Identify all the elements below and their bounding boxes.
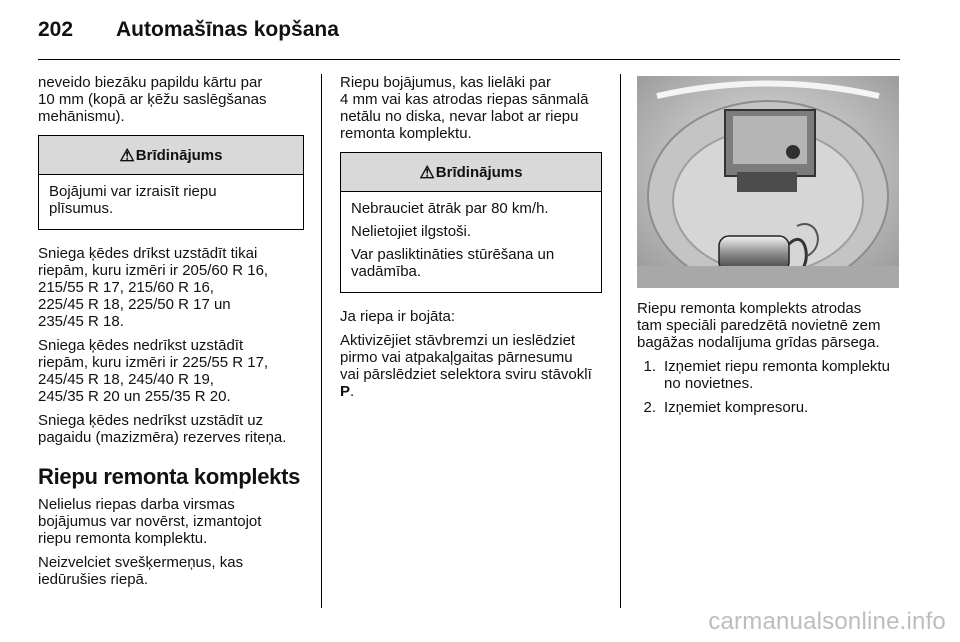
kit-paragraph-2: Neizvelciet svešķermeņus, kas iedūrušies riepā. [38, 554, 244, 588]
chains-spare-paragraph: Sniega ķēdes nedrīkst uzstādīt uz pagaidu (mazizmēra) rezerves riteņa. [38, 412, 287, 446]
watermark: carmanualsonline.info [708, 608, 946, 635]
chains-allowed-paragraph: Sniega ķēdes drīkst uzstādīt tikai riepām, kuru izmēri ir 205/60 R 16, 215/55 R 17, 215/60 R 16, 225/45 R 18, 225/50 R 17 un 235/45 R 18. [38, 245, 269, 330]
page-number: 202 [38, 18, 74, 41]
step-number: 1. [643, 358, 656, 375]
warning-title: Brīdinājums [135, 146, 223, 164]
warning-box [340, 152, 602, 293]
warning-body [341, 192, 601, 292]
warning-line: Nebrauciet ātrāk par 80 km/h. [351, 200, 549, 217]
chapter-title: Automašīnas kopšana [116, 18, 339, 41]
warning-header [341, 153, 601, 192]
if-damaged-paragraph: Ja riepa ir bojāta: [340, 308, 456, 325]
step-text: Izņemiet riepu remonta komplektu no novietnes. [664, 358, 890, 392]
parking-instruction-paragraph [340, 332, 602, 400]
column-2 [340, 74, 602, 407]
header-rule [38, 59, 900, 60]
list-item [637, 399, 902, 416]
column-3 [637, 300, 902, 423]
warning-body [39, 175, 303, 229]
warning-header [39, 136, 303, 175]
sentence-end: . [350, 383, 355, 400]
section-heading: Riepu remonta komplekts [38, 464, 301, 489]
repair-kit-illustration [637, 76, 899, 288]
page-header [38, 18, 900, 58]
steps-list [637, 358, 902, 416]
warning-triangle-icon: ⚠ [119, 145, 135, 165]
gear-position-p: P [340, 383, 351, 400]
warning-line: Nelietojiet ilgstoši. [351, 223, 472, 240]
column-divider-2 [620, 74, 621, 608]
column-1 [38, 74, 304, 595]
parking-instruction-text: Aktivizējiet stāvbremzi un ieslēdziet pirmo vai atpakaļgaitas pārnesumu vai pārslēdziet selektora sviru stāvoklī [340, 332, 592, 383]
step-number: 2. [643, 399, 656, 416]
warning-text: Bojājumi var izraisīt riepu plīsumus. [49, 183, 217, 217]
list-item [637, 358, 902, 392]
warning-triangle-icon: ⚠ [419, 162, 435, 182]
warning-title: Brīdinājums [435, 163, 523, 181]
damage-paragraph: Riepu bojājumus, kas lielāki par 4 mm vai kas atrodas riepas sānmalā netālu no diska, nevar labot ar riepu remonta komplektu. [340, 74, 589, 142]
repair-kit-photo [637, 76, 899, 288]
location-paragraph: Riepu remonta komplekts atrodas tam speciāli paredzētā novietnē zem bagāžas nodalījuma grīdas pārsega. [637, 300, 881, 351]
warning-box [38, 135, 304, 230]
column-divider-1 [321, 74, 322, 608]
step-text: Izņemiet kompresoru. [664, 399, 809, 416]
warning-line: Var pasliktināties stūrēšana un vadāmība. [351, 246, 555, 280]
chains-forbidden-paragraph: Sniega ķēdes nedrīkst uzstādīt riepām, kuru izmēri ir 225/55 R 17, 245/45 R 18, 245/40 R 19, 245/35 R 20 un 255/35 R 20. [38, 337, 269, 405]
intro-paragraph: neveido biezāku papildu kārtu par 10 mm (kopā ar ķēžu saslēgšanas mehānismu). [38, 74, 267, 125]
kit-paragraph-1: Nelielus riepas darba virsmas bojājumus var novērst, izmantojot riepu remonta komplektu. [38, 496, 262, 547]
